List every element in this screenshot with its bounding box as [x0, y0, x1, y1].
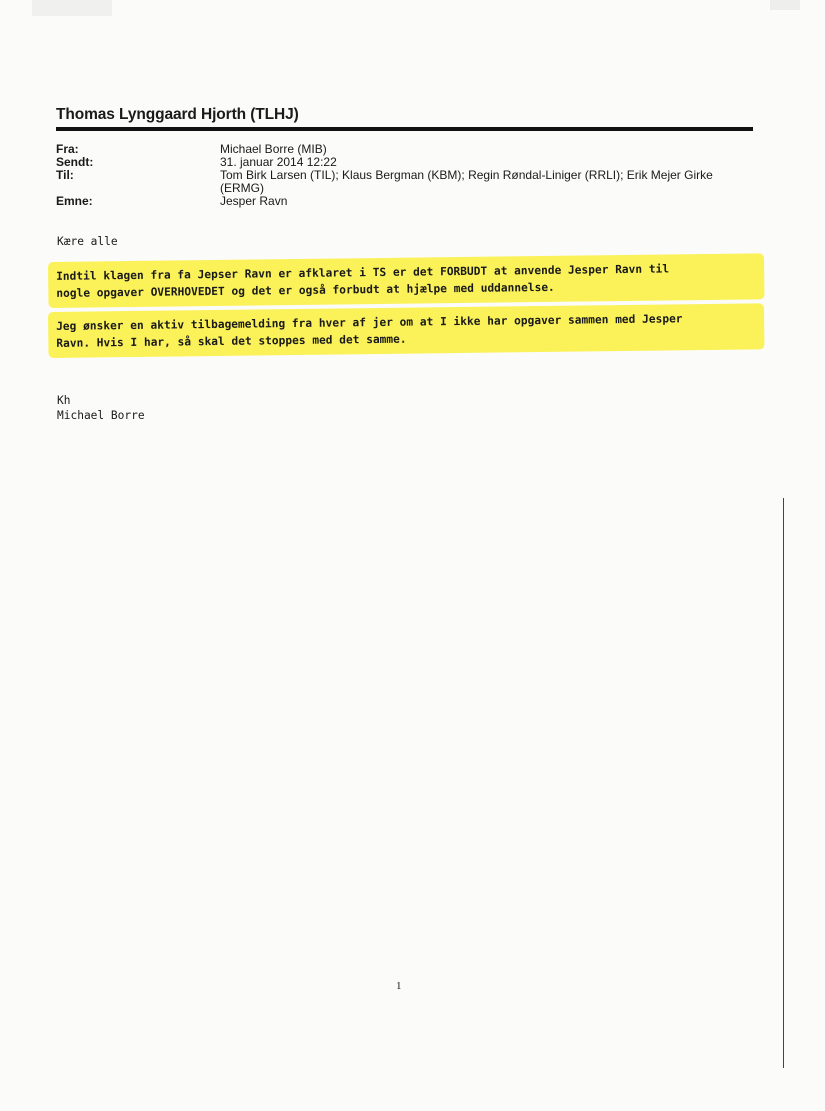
meta-value-to: Tom Birk Larsen (TIL); Klaus Bergman (KBM); Regin Røndal-Liniger (RRLI); Erik Mejer Girke (ERMG): [220, 168, 713, 195]
meta-value-from: Michael Borre (MIB): [220, 142, 327, 156]
scan-artifact: [32, 0, 112, 16]
paragraph-1-line: nogle opgaver OVERHOVEDET og det er også forbudt at hjælpe med uddannelse.: [56, 280, 555, 300]
scan-artifact: [770, 0, 800, 10]
paragraph-2-line: Ravn. Hvis I har, så skal det stoppes med det samme.: [56, 332, 407, 350]
meta-key-from: Fra:: [56, 142, 79, 156]
signoff-name: Michael Borre: [57, 409, 145, 422]
signoff: [57, 393, 145, 423]
meta-key-to: Til:: [56, 168, 74, 182]
sender-header-name: Thomas Lynggaard Hjorth (TLHJ): [56, 106, 299, 123]
page-number: 1: [396, 980, 402, 992]
paragraph-2-line: Jeg ønsker en aktiv tilbagemelding fra hver af jer om at I ikke har opgaver sammen med Jesper: [56, 312, 683, 333]
meta-key-subject: Emne:: [56, 194, 93, 208]
header-rule: [56, 127, 753, 131]
signoff-greeting: Kh: [57, 394, 71, 407]
meta-value-subject: Jesper Ravn: [220, 194, 288, 208]
meta-key-sent: Sendt:: [56, 155, 94, 169]
scan-edge-line: [783, 498, 784, 1068]
meta-value-sent: 31. januar 2014 12:22: [220, 155, 337, 169]
highlighted-paragraph-2: [50, 305, 762, 356]
greeting: Kære alle: [57, 235, 118, 248]
highlighted-paragraph-1: [50, 255, 762, 306]
paragraph-1-line: Indtil klagen fra fa Jepser Ravn er afklaret i TS er det FORBUDT at anvende Jesper Ravn til: [56, 262, 670, 283]
